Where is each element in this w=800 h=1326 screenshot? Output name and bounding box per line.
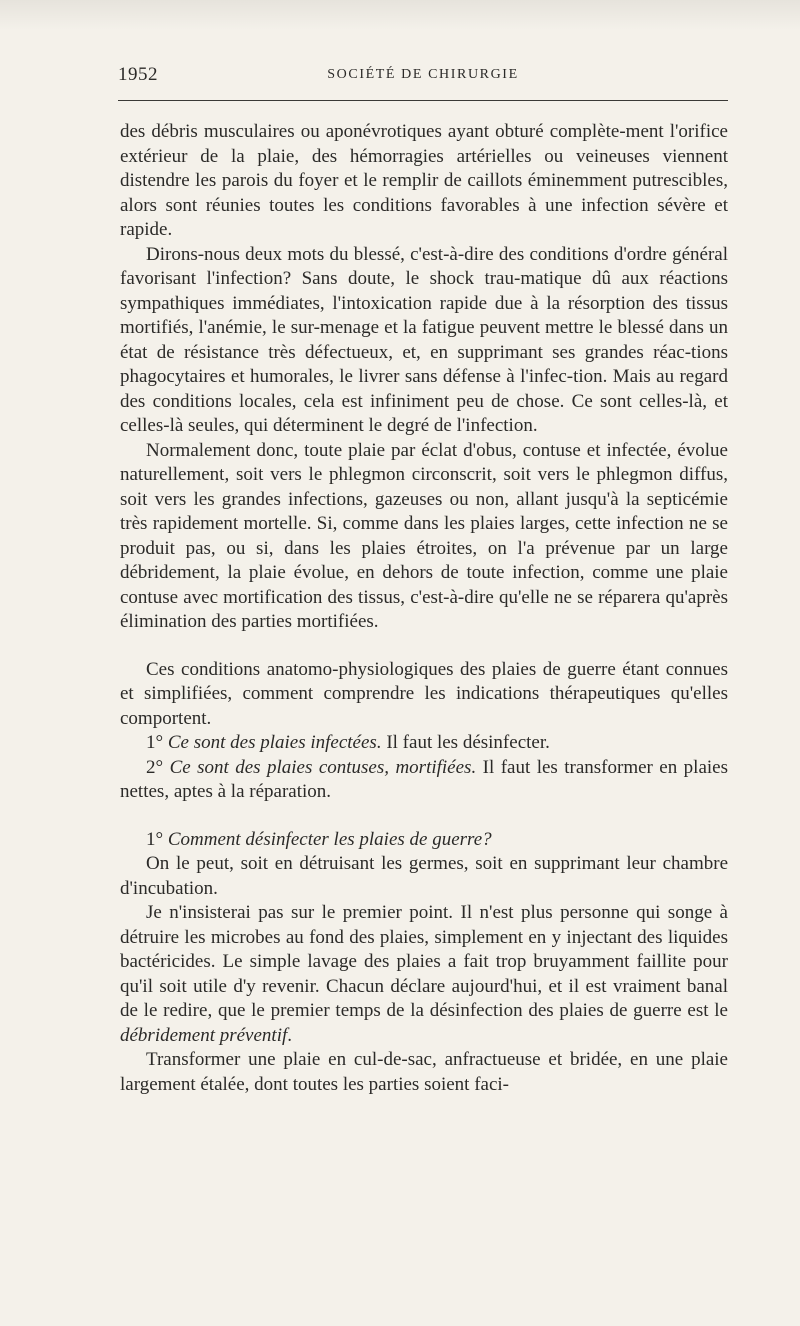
- paragraph-6-text: Je n'insisterai pas sur le premier point. Il n'est plus personne qui songe à détruire les microbes au fond des plaies, simplement en y injectant des liquides bactéricides. Le simple lavage des plaies a fait trop bruyamment faillite pour qu'il soit utile d'y revenir. Chacun déclare aujourd'hui, et il est vraiment banal de le redire, que le premier temps de la désinfection des plaies de guerre est le: [120, 902, 728, 1021]
- paragraph-6: [120, 901, 728, 1048]
- item-italic-text: Ce sont des plaies contuses, mortifiées.: [169, 756, 477, 778]
- item-text: Il faut les transformer en plaies nettes, aptes à la réparation.: [120, 756, 729, 802]
- section-heading: [120, 828, 728, 853]
- paragraph-2: Dirons-nous deux mots du blessé, c'est-à-dire des conditions d'ordre général favorisant l'infection? Sans doute, le shock trau-matique dû aux réactions sympathiques immédiates, l'intoxication rapide due à la résorption des tissus mortifiés, l'anémie, le sur-menage et la fatigue peuvent mettre le blessé dans un état de résistance très défectueux, et, en supprimant ses grandes réac-tions phagocytaires et humorales, le livrer sans défense à l'infec-tion. Mais au regard des conditions locales, cela est infiniment peu de chose. Ce sont celles-là, et celles-là seules, qui déterminent le degré de l'infection.: [120, 243, 728, 436]
- page-top-shadow: [0, 0, 800, 30]
- numbered-item-2: [120, 756, 728, 805]
- page-header: [118, 64, 728, 98]
- running-head: SOCIÉTÉ DE CHIRURGIE: [327, 67, 519, 82]
- item-number: 2°: [146, 756, 164, 778]
- paragraph-4: Ces conditions anatomo-physiologiques des plaies de guerre étant connues et simplifiées, comment comprendre les indications thérapeutiques qu'elles comportent.: [120, 658, 728, 729]
- item-italic-text: Ce sont des plaies infectées.: [167, 732, 382, 753]
- paragraph-7: Transformer une plaie en cul-de-sac, anfractueuse et bridée, en une plaie largement étalée, dont toutes les parties soient faci-: [120, 1049, 728, 1095]
- paragraph-3: Normalement donc, toute plaie par éclat d'obus, contuse et infectée, évolue naturellement, soit vers le phlegmon circonscrit, soit vers le phlegmon diffus, soit vers les grandes infections, gazeuses ou non, allant jusqu'à la septicémie très rapidement mortelle. Si, comme dans les plaies larges, cette infection ne se produit pas, ou si, dans les plaies étroites, on l'a prévenue par un large débridement, la plaie évolue, en dehors de toute infection, comme une plaie contuse avec mortification des tissus, c'est-à-dire qu'elle ne se réparera qu'après élimination des parties mortifiées.: [120, 439, 728, 632]
- header-rule: [118, 100, 728, 101]
- page-number: 1952: [118, 64, 158, 85]
- section-number: 1°: [146, 828, 164, 850]
- paragraph-6-end: .: [287, 1024, 293, 1046]
- item-number: 1°: [146, 732, 164, 753]
- numbered-item-1: [120, 731, 728, 756]
- paragraph-6-italic: débridement préventif: [120, 1024, 288, 1046]
- item-text: Il faut les désinfecter.: [386, 732, 550, 753]
- paragraph-5: On le peut, soit en détruisant les germes, soit en supprimant leur chambre d'incubation.: [120, 853, 728, 899]
- body-text: [120, 120, 728, 1097]
- paragraph-1: des débris musculaires ou aponévrotiques ayant obturé complète-ment l'orifice extérieur de la plaie, des hémorragies artérielles ou veineuses viennent distendre les parois du foyer et le remplir de caillots éminemment putrescibles, alors sont réunies toutes les conditions favorables à une infection sévère et rapide.: [120, 121, 728, 240]
- section-title: Comment désinfecter les plaies de guerre?: [167, 828, 492, 850]
